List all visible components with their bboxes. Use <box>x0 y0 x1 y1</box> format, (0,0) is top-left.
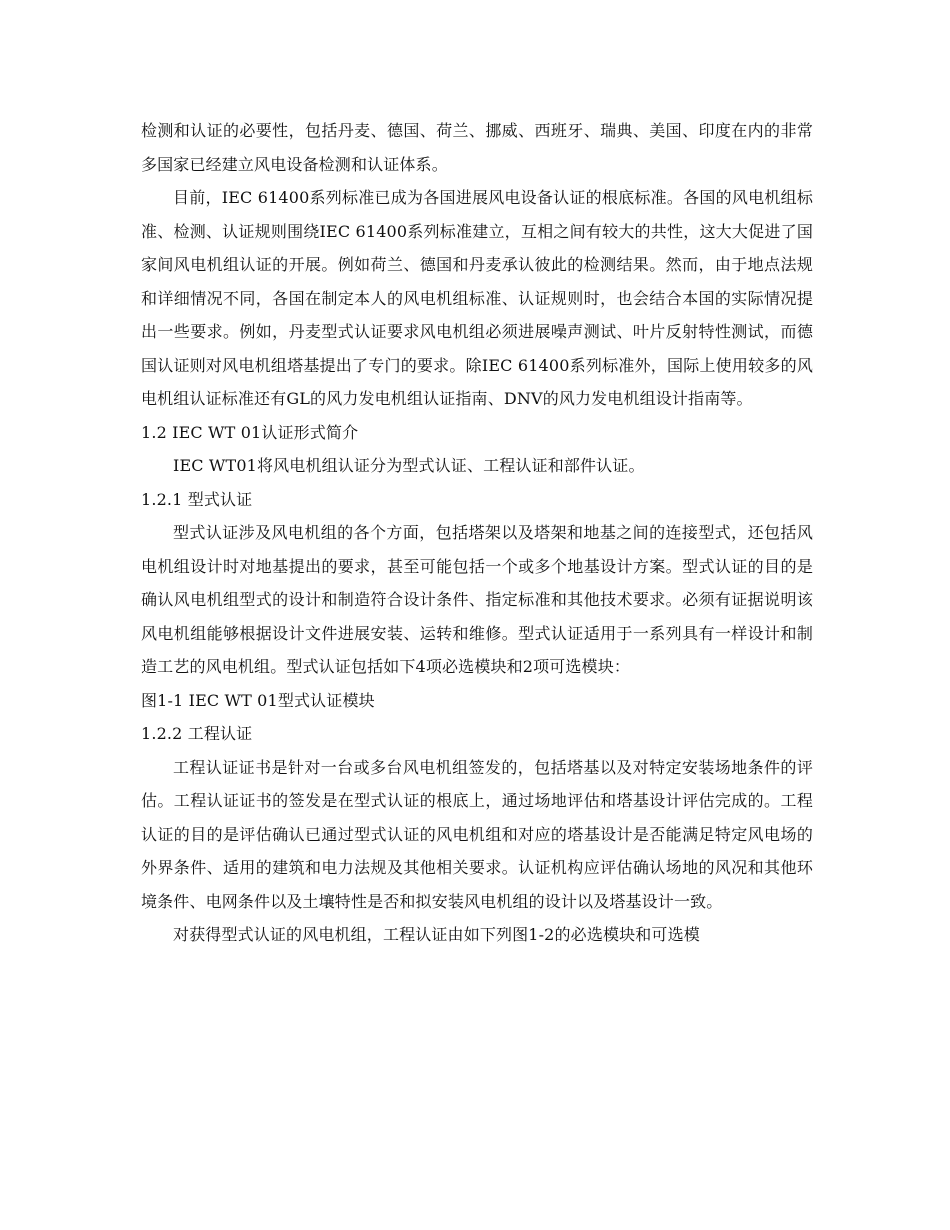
paragraph-certification-types: IEC WT01将风电机组认证分为型式认证、工程认证和部件认证。 <box>173 456 645 475</box>
figure-caption-1-1: 图1-1 IEC WT 01型式认证模块 <box>141 690 375 710</box>
paragraph-type-certification: 型式认证涉及风电机组的各个方面，包括塔架以及塔架和地基之间的连接型式，还包括风电机组设计时对地基提出的要求，甚至可能包括一个或多个地基设计方案。型式认证的目的是确认风电机组型式的设计和制造符合设计条件、指定标准和其他技术要求。必须有证据说明该风电机组能够根据设计文件进展安装、运转和维修。型式认证适用于一系列具有一样设计和制造工艺的风电机组。型式认证包括如下4项必选模块和2项可选模块： <box>141 523 813 676</box>
section-heading-1-2-2: 1.2.2 工程认证 <box>141 724 253 743</box>
paragraph-project-certification: 工程认证证书是针对一台或多台风电机组签发的，包括塔基以及对特定安装场地条件的评估。工程认证证书的签发是在型式认证的根底上，通过场地评估和塔基设计评估完成的。工程认证的目的是评估确认已通过型式认证的风电机组和对应的塔基设计是否能满足特定风电场的外界条件、适用的建筑和电力法规及其他相关要求。认证机构应评估确认场地的风况和其他环境条件、电网条件以及土壤特性是否和拟安装风电机组的设计以及塔基设计一致。 <box>141 757 813 911</box>
section-heading-1-2: 1.2 IEC WT 01认证形式简介 <box>141 422 359 442</box>
paragraph-iec-standards: 目前，IEC 61400系列标准已成为各国进展风电设备认证的根底标准。各国的风电机组标准、检测、认证规则围绕IEC 61400系列标准建立，互相之间有较大的共性，这大大促进了国家间风电机组认证的开展。例如荷兰、德国和丹麦承认彼此的检测结果。然而，由于地点法规和详细情况不同，各国在制定本人的风电机组标准、认证规则时，也会结合本国的实际情况提出一些要求。例如，丹麦型式认证要求风电机组必须进展噪声测试、叶片反射特性测试，而德国认证则对风电机组塔基提出了专门的要求。除IEC 61400系列标准外，国际上使用较多的风电机组认证标准还有GL的风力发电机组认证指南、DNV的风力发电机组设计指南等。 <box>141 188 813 408</box>
paragraph-project-modules: 对获得型式认证的风电机组，工程认证由如下列图1-2的必选模块和可选模 <box>173 925 700 944</box>
section-heading-1-2-1: 1.2.1 型式认证 <box>141 489 253 509</box>
paragraph-continuation: 检测和认证的必要性，包括丹麦、德国、荷兰、挪威、西班牙、瑞典、美国、印度在内的非常多国家已经建立风电设备检测和认证体系。 <box>141 121 813 174</box>
document-body <box>141 114 813 952</box>
